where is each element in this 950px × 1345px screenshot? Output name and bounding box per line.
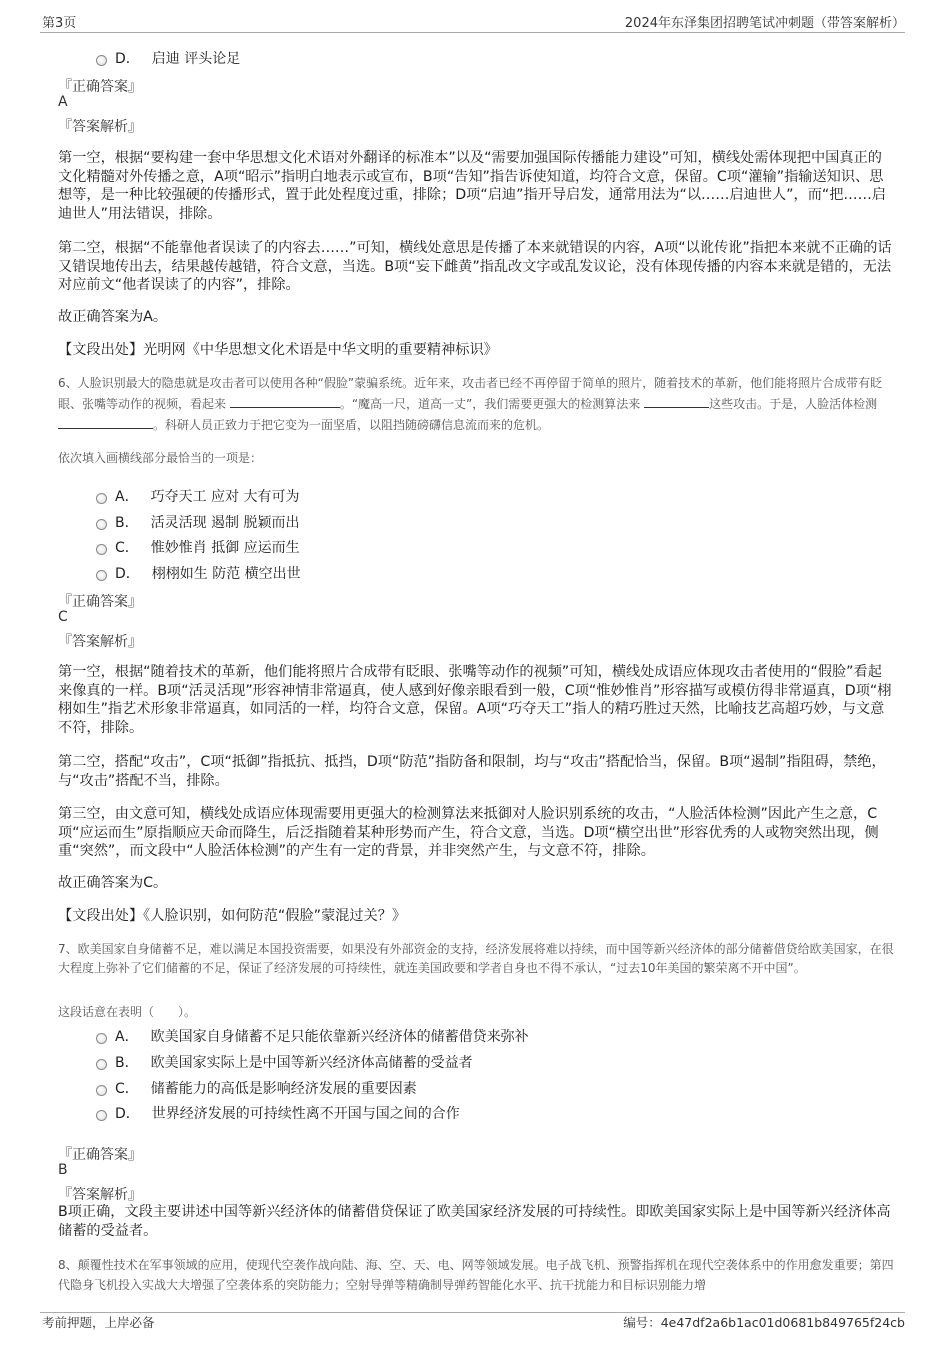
source: 【文段出处】《人脸识别，如何防范“假脸”蒙混过关？》 [58, 908, 407, 924]
correct-answer: A [58, 94, 68, 110]
analysis-paragraph: B项正确，文段主要讲述中国等新兴经济体的储蓄借贷保证了欧美国家经济发展的可持续性。即欧美国家实际上是中国等新兴经济体高储蓄的受益者。 [58, 1204, 891, 1239]
q6-option-a[interactable] [96, 486, 299, 506]
question-8-stem: 8、颠覆性技术在军事领域的应用，使现代空袭作战向陆、海、空、天、电、网等领域发展。电子战飞机、预警指挥机在现代空袭体系中的作用愈发重要；第四代隐身飞机投入实战大大增强了空袭体系的突防能力；空射导弹等精确制导弹药智能化水平、抗干扰能力和目标识别能力增 [58, 1258, 894, 1292]
analysis-label: 『答案解析』 [58, 634, 142, 650]
radio-icon[interactable] [96, 544, 107, 555]
analysis-paragraph: 第二空，根据“不能靠他者误读了的内容去……”可知，横线处意思是传播了本来就错误的内容，A项“以讹传讹”指把本来就不正确的话又错误地传出去，结果越传越错，符合文意，当选。B项“妄下雌黄”指乱改文字或乱发议论，没有体现传播的内容本来就是错的，无法对应前文“他者误读了的内容”，排除。 [58, 240, 892, 294]
question-7-prompt: 这段话意在表明（ ）。 [58, 1005, 197, 1019]
source: 【文段出处】光明网《中华思想文化术语是中华文明的重要精神标识》 [58, 342, 498, 358]
question-7-stem: 7、欧美国家自身储蓄不足，难以满足本国投资需要，如果没有外部资金的支持，经济发展将难以持续，而中国等新兴经济体的部分储蓄借贷给欧美国家，在很大程度上弥补了它们储蓄的不足，保证了经济发展的可持续性，就连美国政要和学者自身也不得不承认，“过去10年美国的繁荣离不开中国”。 [58, 942, 894, 975]
analysis-paragraph: 第三空，由文意可知，横线处成语应体现需要用更强大的检测算法来抵御对人脸识别系统的攻击，“人脸活体检测”因此产生之意，C项“应运而生”原指顺应天命而降生，后泛指随着某种形势而产生，符合文意，当选。D项“横空出世”形容优秀的人或物突然出现，侧重“突然”，而文段中“人脸活体检测”的产生有一定的背景，并非突然产生，与文意不符，排除。 [58, 806, 879, 860]
stem-text: 这些攻击。于是，人脸活体检测 [709, 397, 878, 411]
stem-text: 。科研人员正致力于把它变为一面坚盾，以阻挡随磅礴信息流而来的危机。 [153, 418, 550, 432]
analysis-paragraph: 第一空，根据“随着技术的革新，他们能将照片合成带有眨眼、张嘴等动作的视频”可知，横线处成语应体现攻击者使用的“假脸”看起来像真的一样。B项“活灵活现”形容神情非常逼真，使人感到好像亲眼看到一般，C项“惟妙惟肖”形容描写或模仿得非常逼真，D项“栩栩如生”指艺术形象非常逼真，如同活的一样，均符合文意，保留。A项“巧夺天工”指人的精巧胜过天然，比喻技艺高超巧妙，与文意不符，排除。 [58, 664, 892, 736]
question-6-prompt: 依次填入画横线部分最恰当的一项是： [58, 451, 263, 465]
option-letter: D． [115, 51, 140, 67]
option-letter: D． [115, 1106, 140, 1122]
header-divider [40, 32, 905, 33]
radio-icon[interactable] [96, 1085, 107, 1096]
option-text: 欧美国家自身储蓄不足只能依靠新兴经济体的储蓄借贷来弥补 [150, 1029, 529, 1045]
blank-1 [230, 395, 340, 408]
option-text: 惟妙惟肖 抵御 应运而生 [150, 540, 300, 556]
option-letter: C． [115, 1081, 139, 1097]
radio-icon[interactable] [96, 1033, 107, 1044]
q7-option-b[interactable] [96, 1052, 473, 1072]
stem-text: 6、人脸识别最大的隐患就是攻击者可以使用各种“假脸”蒙骗系统。近年来，攻击者已经不再停留于简单的照片，随着技术的革新，他们能将照片合成带有眨眼、张嘴等动作的视频，看起来 [58, 376, 883, 411]
analysis-label: 『答案解析』 [58, 119, 142, 135]
blank-2 [644, 395, 709, 408]
answer-label: 『正确答案』 [58, 79, 142, 95]
q6-option-d[interactable] [96, 563, 301, 583]
analysis-paragraph: 第一空，根据“要构建一套中华思想文化术语对外翻译的标准本”以及“需要加强国际传播能力建设”可知，横线处需体现把中国真正的文化精髓对外传播之意，A项“昭示”指明白地表示或宣布，B项“告知”指告诉使知道，均符合文意，保留。C项“灌输”指输送知识、思想等，是一种比较强硬的传播形式，置于此处程度过重，排除；D项“启迪”指开导启发，通常用法为“以……启迪世人”，而“把……启迪世人”用法错误，排除。 [58, 150, 886, 222]
analysis-paragraph: 第二空，搭配“攻击”，C项“抵御”指抵抗、抵挡，D项“防范”指防备和限制，均与“攻击”搭配恰当，保留。B项“遏制”指阻碍，禁绝，与“攻击”搭配不当，排除。 [58, 754, 886, 789]
correct-answer: B [58, 1162, 68, 1178]
q6-option-c[interactable] [96, 537, 300, 557]
q6-option-b[interactable] [96, 512, 300, 532]
radio-icon[interactable] [96, 55, 107, 66]
radio-icon[interactable] [96, 493, 107, 504]
option-letter: A． [115, 1029, 139, 1045]
q5-option-d[interactable] [96, 48, 240, 68]
q7-option-d[interactable] [96, 1103, 460, 1123]
option-text: 活灵活现 遏制 脱颖而出 [150, 515, 300, 531]
document-id: 编号：4e47df2a6b1ac01d0681b849765f24cb [623, 1315, 905, 1330]
radio-icon[interactable] [96, 570, 107, 581]
option-letter: D． [115, 566, 140, 582]
option-letter: B． [115, 515, 139, 531]
option-text: 巧夺天工 应对 大有可为 [150, 489, 300, 505]
radio-icon[interactable] [96, 519, 107, 530]
stem-text: 。“魔高一尺，道高一丈”，我们需要更强大的检测算法来 [339, 397, 641, 411]
q7-option-c[interactable] [96, 1078, 417, 1098]
footer-slogan: 考前押题，上岸必备 [42, 1315, 155, 1330]
option-text: 储蓄能力的高低是影响经济发展的重要因素 [150, 1081, 417, 1097]
answer-label: 『正确答案』 [58, 594, 142, 610]
answer-label: 『正确答案』 [58, 1147, 142, 1163]
option-text: 栩栩如生 防范 横空出世 [151, 566, 301, 582]
page-number: 第3页 [42, 16, 77, 31]
option-text: 世界经济发展的可持续性离不开国与国之间的合作 [151, 1106, 460, 1122]
question-6-stem [58, 373, 896, 436]
analysis-label: 『答案解析』 [58, 1187, 142, 1203]
correct-answer: C [58, 609, 68, 625]
option-letter: A． [115, 489, 139, 505]
option-text: 启迪 评头论足 [151, 51, 241, 67]
option-letter: C． [115, 540, 139, 556]
document-title: 2024年东泽集团招聘笔试冲刺题（带答案解析） [624, 16, 905, 31]
q7-option-a[interactable] [96, 1026, 529, 1046]
option-text: 欧美国家实际上是中国等新兴经济体高储蓄的受益者 [150, 1055, 473, 1071]
blank-3 [58, 416, 153, 429]
radio-icon[interactable] [96, 1110, 107, 1121]
option-letter: B． [115, 1055, 139, 1071]
conclusion: 故正确答案为A。 [58, 309, 168, 325]
conclusion: 故正确答案为C。 [58, 875, 168, 891]
radio-icon[interactable] [96, 1059, 107, 1070]
